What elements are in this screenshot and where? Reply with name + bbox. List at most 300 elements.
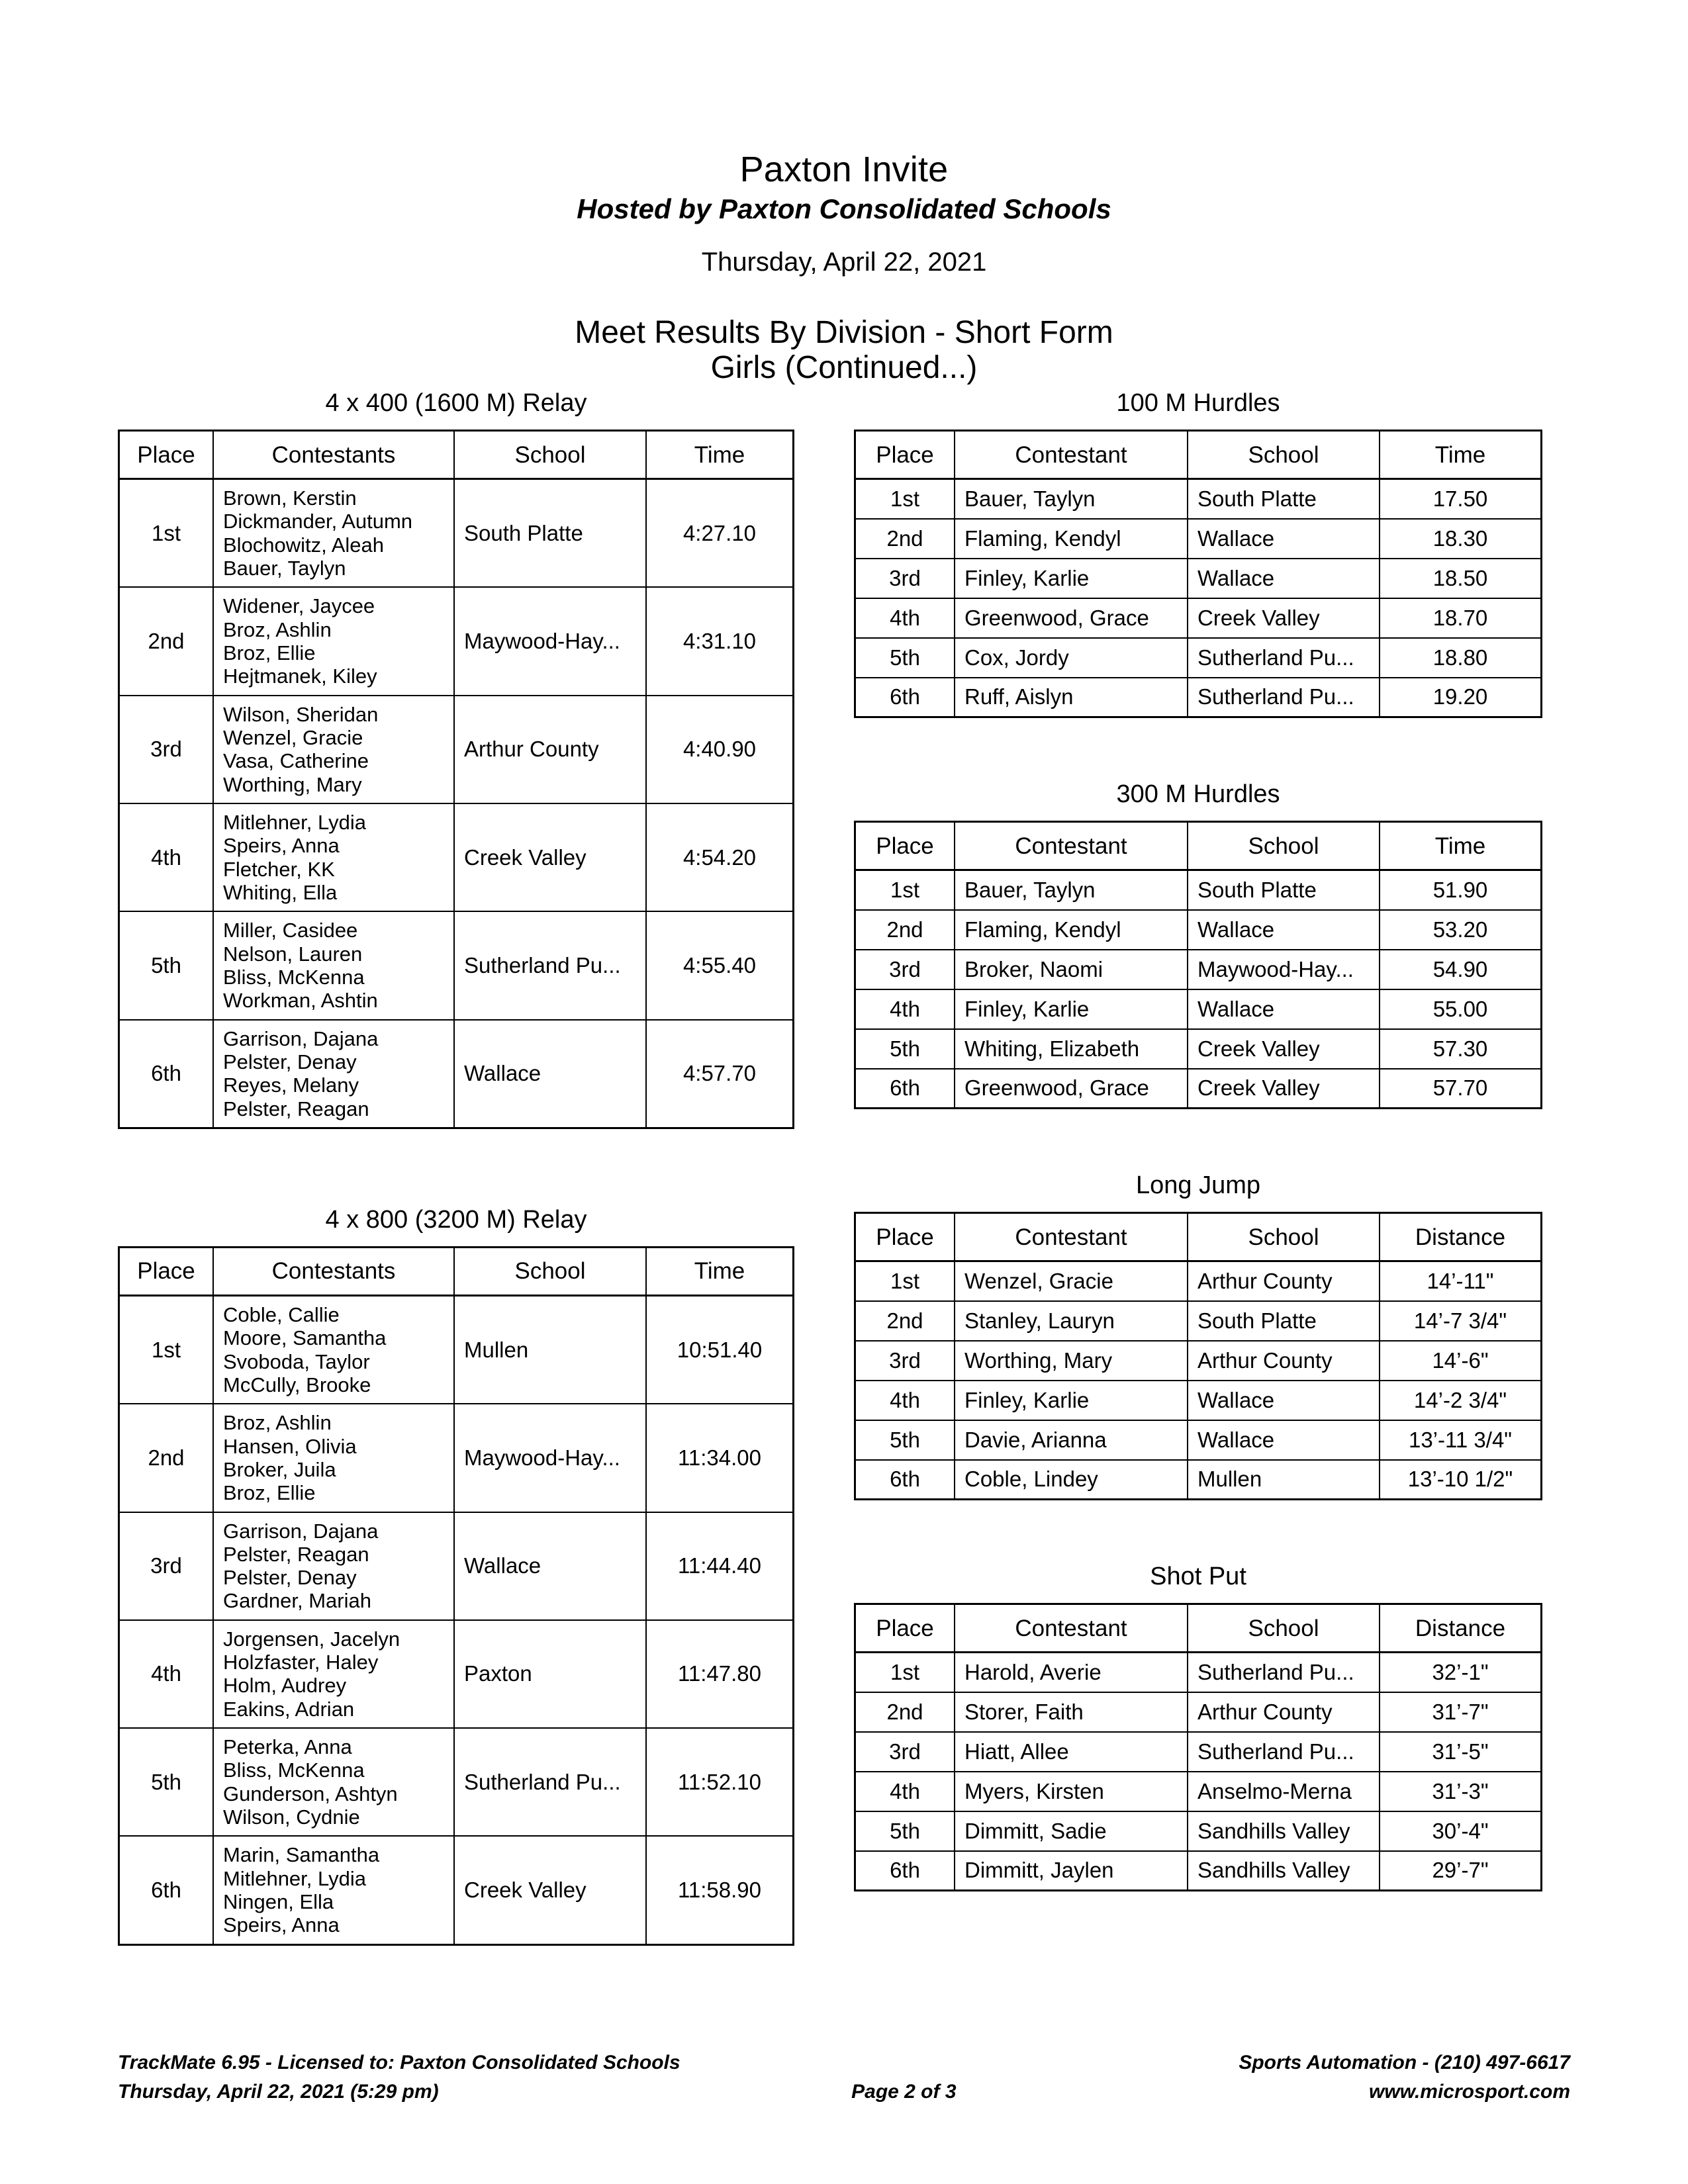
cell-place: 1st <box>855 479 955 519</box>
cell-school: Anselmo-Merna <box>1188 1772 1380 1811</box>
table-row <box>119 1620 794 1728</box>
page-number: Page 2 of 3 <box>851 2080 957 2103</box>
table-row <box>855 870 1542 910</box>
cell-distance: 13’-10 1/2" <box>1380 1460 1542 1500</box>
cell-place: 1st <box>855 1653 955 1692</box>
cell-time: 11:44.40 <box>646 1512 794 1620</box>
table-row <box>855 1381 1542 1420</box>
cell-contestants <box>213 803 454 911</box>
cell-time: 53.20 <box>1380 910 1542 950</box>
column-header-place: Place <box>855 822 955 870</box>
column-header-contestant: Contestant <box>955 1604 1188 1653</box>
cell-contestant: Finley, Karlie <box>955 1381 1188 1420</box>
section-spacer <box>854 1109 1542 1173</box>
cell-distance: 13’-11 3/4" <box>1380 1420 1542 1460</box>
table-row <box>855 638 1542 678</box>
cell-time: 54.90 <box>1380 950 1542 989</box>
cell-school: Sutherland Pu... <box>1188 638 1380 678</box>
cell-time: 57.70 <box>1380 1069 1542 1109</box>
cell-place: 1st <box>119 1295 214 1404</box>
cell-school: Creek Valley <box>1188 1069 1380 1109</box>
report-title: Meet Results By Division - Short Form <box>575 314 1113 350</box>
cell-contestant: Stanley, Lauryn <box>955 1301 1188 1341</box>
table-row <box>855 1029 1542 1069</box>
cell-contestant: Worthing, Mary <box>955 1341 1188 1381</box>
cell-school: Arthur County <box>1188 1261 1380 1301</box>
cell-school: Maywood-Hay... <box>454 1404 646 1512</box>
contestant-name: Bauer, Taylyn <box>223 556 346 580</box>
cell-place: 3rd <box>855 1732 955 1772</box>
section-spacer <box>854 1500 1542 1564</box>
table-body <box>855 479 1542 717</box>
cell-school: Maywood-Hay... <box>454 587 646 695</box>
cell-place: 5th <box>855 1029 955 1069</box>
cell-time: 11:47.80 <box>646 1620 794 1728</box>
cell-school: Sutherland Pu... <box>1188 1732 1380 1772</box>
cell-place: 5th <box>119 1728 214 1836</box>
cell-school: Sandhills Valley <box>1188 1811 1380 1851</box>
column-header-place: Place <box>855 431 955 479</box>
cell-school: Wallace <box>1188 559 1380 598</box>
cell-contestants <box>213 1404 454 1512</box>
right-column <box>854 390 1542 1891</box>
contestant-name: Speirs, Anna <box>223 1913 340 1937</box>
cell-place: 5th <box>855 1420 955 1460</box>
table-header-row <box>119 431 794 479</box>
event-title: 4 x 400 (1600 M) Relay <box>325 389 587 417</box>
company-contact-text: Sports Automation - (210) 497-6617 <box>1239 2052 1570 2073</box>
contestant-name: Brown, Kerstin <box>223 486 357 510</box>
cell-place: 2nd <box>855 1692 955 1732</box>
contestant-name: Broz, Ellie <box>223 641 316 664</box>
cell-contestants <box>213 1512 454 1620</box>
table-row <box>855 1341 1542 1381</box>
cell-place: 3rd <box>855 1341 955 1381</box>
footer-row-top <box>118 2048 1570 2077</box>
contestant-name: Wilson, Cydnie <box>223 1805 360 1829</box>
cell-school: Sutherland Pu... <box>1188 678 1380 717</box>
column-header-distance: Distance <box>1380 1213 1542 1261</box>
results-table <box>854 821 1542 1109</box>
cell-contestant: Storer, Faith <box>955 1692 1188 1732</box>
cell-school: Mullen <box>454 1295 646 1404</box>
table-header-row <box>855 1213 1542 1261</box>
table-row <box>855 1069 1542 1109</box>
left-column <box>118 390 794 1946</box>
company-website: www.microsport.com <box>1369 2080 1570 2103</box>
cell-time: 4:27.10 <box>646 479 794 588</box>
table-body <box>855 870 1542 1109</box>
cell-contestant: Myers, Kirsten <box>955 1772 1188 1811</box>
meet-host: Hosted by Paxton Consolidated Schools <box>577 193 1111 225</box>
event-title: 4 x 800 (3200 M) Relay <box>325 1205 587 1234</box>
cell-contestant: Bauer, Taylyn <box>955 479 1188 519</box>
contestant-name: Mitlehner, Lydia <box>223 810 366 834</box>
table-header-row <box>855 822 1542 870</box>
cell-school: Creek Valley <box>454 803 646 911</box>
cell-time: 4:55.40 <box>646 911 794 1019</box>
contestant-name: Hejtmanek, Kiley <box>223 664 377 688</box>
contestant-name: Coble, Callie <box>223 1302 340 1326</box>
table-header-row <box>855 1604 1542 1653</box>
cell-distance: 14’-2 3/4" <box>1380 1381 1542 1420</box>
contestant-name: Pelster, Reagan <box>223 1542 369 1566</box>
document-header <box>0 0 1688 386</box>
cell-school: South Platte <box>454 479 646 588</box>
cell-place: 6th <box>855 678 955 717</box>
column-header-place: Place <box>855 1604 955 1653</box>
cell-school: South Platte <box>1188 479 1380 519</box>
table-row <box>855 1772 1542 1811</box>
cell-place: 1st <box>119 479 214 588</box>
cell-distance: 30’-4" <box>1380 1811 1542 1851</box>
table-row <box>119 1295 794 1404</box>
table-row <box>855 910 1542 950</box>
cell-school: Wallace <box>1188 519 1380 559</box>
table-row <box>855 1261 1542 1301</box>
contestant-name: Broz, Ashlin <box>223 1411 332 1435</box>
contestant-name: Dickmander, Autumn <box>223 510 413 533</box>
cell-time: 55.00 <box>1380 989 1542 1029</box>
cell-school: Wallace <box>1188 989 1380 1029</box>
cell-school: South Platte <box>1188 1301 1380 1341</box>
cell-place: 2nd <box>855 910 955 950</box>
contestant-name: Whiting, Ella <box>223 880 338 904</box>
event-4x400-relay <box>118 390 794 1129</box>
cell-time: 18.80 <box>1380 638 1542 678</box>
column-header-contestant: Contestant <box>955 1213 1188 1261</box>
cell-contestant: Ruff, Aislyn <box>955 678 1188 717</box>
contestant-name: Broker, Juila <box>223 1457 336 1481</box>
cell-place: 6th <box>855 1069 955 1109</box>
column-header-contestants: Contestants <box>213 431 454 479</box>
cell-time: 11:52.10 <box>646 1728 794 1836</box>
cell-distance: 32’-1" <box>1380 1653 1542 1692</box>
cell-contestant: Flaming, Kendyl <box>955 519 1188 559</box>
cell-contestant: Wenzel, Gracie <box>955 1261 1188 1301</box>
cell-school: Wallace <box>1188 1381 1380 1420</box>
cell-school: Paxton <box>454 1620 646 1728</box>
cell-contestants <box>213 1295 454 1404</box>
contestant-name: Garrison, Dajana <box>223 1026 379 1050</box>
report-subtitle: Girls (Continued...) <box>710 350 978 386</box>
contestant-name: Miller, Casidee <box>223 919 358 942</box>
cell-time: 4:40.90 <box>646 696 794 803</box>
contestant-name: Reyes, Melany <box>223 1073 359 1097</box>
cell-school: Wallace <box>1188 1420 1380 1460</box>
table-row <box>855 1420 1542 1460</box>
cell-place: 2nd <box>855 1301 955 1341</box>
table-row <box>119 1836 794 1944</box>
cell-contestants <box>213 587 454 695</box>
column-header-contestant: Contestant <box>955 431 1188 479</box>
cell-place: 4th <box>855 1381 955 1420</box>
contestant-name: Eakins, Adrian <box>223 1697 355 1721</box>
column-header-school: School <box>1188 1604 1380 1653</box>
contestant-name: Widener, Jaycee <box>223 594 375 618</box>
contestant-name: Wenzel, Gracie <box>223 725 363 749</box>
cell-place: 4th <box>855 1772 955 1811</box>
table-row <box>855 989 1542 1029</box>
table-row <box>855 598 1542 638</box>
cell-contestant: Greenwood, Grace <box>955 598 1188 638</box>
table-row <box>855 1811 1542 1851</box>
table-body <box>119 1295 794 1944</box>
cell-place: 5th <box>855 1811 955 1851</box>
cell-place: 6th <box>855 1460 955 1500</box>
column-header-time: Time <box>1380 822 1542 870</box>
cell-time: 11:34.00 <box>646 1404 794 1512</box>
contestant-name: Speirs, Anna <box>223 834 340 858</box>
contestant-name: Broz, Ellie <box>223 1481 316 1505</box>
cell-school: Sutherland Pu... <box>454 911 646 1019</box>
contestant-name: Ningen, Ella <box>223 1890 334 1914</box>
column-header-distance: Distance <box>1380 1604 1542 1653</box>
contestant-name: Gunderson, Ashtyn <box>223 1782 398 1805</box>
contestant-name: Holm, Audrey <box>223 1674 347 1698</box>
cell-contestant: Broker, Naomi <box>955 950 1188 989</box>
cell-place: 3rd <box>855 950 955 989</box>
column-header-time: Time <box>646 1247 794 1295</box>
cell-school: Arthur County <box>1188 1692 1380 1732</box>
contestant-name: Vasa, Catherine <box>223 749 369 773</box>
cell-school: Sutherland Pu... <box>454 1728 646 1836</box>
cell-contestant: Dimmitt, Jaylen <box>955 1851 1188 1891</box>
event-title: Long Jump <box>1135 1171 1260 1199</box>
table-row <box>855 1851 1542 1891</box>
cell-distance: 14’-6" <box>1380 1341 1542 1381</box>
cell-place: 2nd <box>855 519 955 559</box>
contestant-name: Bliss, McKenna <box>223 965 365 989</box>
event-shot-put <box>854 1564 1542 1891</box>
table-row <box>855 1653 1542 1692</box>
contestant-name: Wilson, Sheridan <box>223 702 379 726</box>
cell-school: Wallace <box>1188 910 1380 950</box>
cell-time: 4:31.10 <box>646 587 794 695</box>
event-title: Shot Put <box>1150 1563 1246 1590</box>
cell-place: 1st <box>855 870 955 910</box>
cell-contestants <box>213 1836 454 1944</box>
cell-time: 18.70 <box>1380 598 1542 638</box>
contestant-name: Fletcher, KK <box>223 857 335 881</box>
contestant-name: Worthing, Mary <box>223 772 362 796</box>
cell-school: Creek Valley <box>1188 598 1380 638</box>
table-row <box>119 1020 794 1128</box>
table-row <box>119 587 794 695</box>
meet-date: Thursday, April 22, 2021 <box>701 247 987 277</box>
table-row <box>855 1732 1542 1772</box>
cell-time: 4:57.70 <box>646 1020 794 1128</box>
table-row <box>855 479 1542 519</box>
column-header-school: School <box>454 431 646 479</box>
results-table <box>854 1212 1542 1500</box>
cell-contestant: Flaming, Kendyl <box>955 910 1188 950</box>
column-header-place: Place <box>119 431 214 479</box>
cell-contestants <box>213 911 454 1019</box>
cell-place: 1st <box>855 1261 955 1301</box>
cell-time: 18.50 <box>1380 559 1542 598</box>
cell-school: Sutherland Pu... <box>1188 1653 1380 1692</box>
table-row <box>855 1301 1542 1341</box>
cell-distance: 31’-5" <box>1380 1732 1542 1772</box>
cell-contestant: Cox, Jordy <box>955 638 1188 678</box>
table-row <box>855 1692 1542 1732</box>
cell-contestant: Harold, Averie <box>955 1653 1188 1692</box>
cell-time: 51.90 <box>1380 870 1542 910</box>
cell-distance: 31’-7" <box>1380 1692 1542 1732</box>
results-table <box>118 1246 794 1946</box>
cell-contestant: Dimmitt, Sadie <box>955 1811 1188 1851</box>
table-row <box>855 678 1542 717</box>
table-row <box>119 696 794 803</box>
cell-distance: 31’-3" <box>1380 1772 1542 1811</box>
section-spacer <box>118 1129 794 1207</box>
cell-place: 6th <box>119 1836 214 1944</box>
contestant-name: Bliss, McKenna <box>223 1758 365 1782</box>
cell-school: Maywood-Hay... <box>1188 950 1380 989</box>
cell-contestant: Hiatt, Allee <box>955 1732 1188 1772</box>
table-row <box>119 479 794 588</box>
contestant-name: Blochowitz, Aleah <box>223 533 384 557</box>
cell-place: 5th <box>855 638 955 678</box>
contestant-name: Broz, Ashlin <box>223 617 332 641</box>
column-header-place: Place <box>119 1247 214 1295</box>
table-row <box>119 1728 794 1836</box>
contestant-name: Pelster, Denay <box>223 1050 357 1073</box>
table-row <box>855 1460 1542 1500</box>
cell-contestant: Davie, Arianna <box>955 1420 1188 1460</box>
cell-distance: 14’-11" <box>1380 1261 1542 1301</box>
table-body <box>855 1261 1542 1500</box>
event-long-jump <box>854 1173 1542 1500</box>
cell-school: Sandhills Valley <box>1188 1851 1380 1891</box>
table-row <box>855 559 1542 598</box>
event-300m-hurdles <box>854 782 1542 1109</box>
cell-place: 3rd <box>119 1512 214 1620</box>
cell-contestant: Whiting, Elizabeth <box>955 1029 1188 1069</box>
print-timestamp: Thursday, April 22, 2021 (5:29 pm) <box>118 2080 439 2103</box>
cell-school: Arthur County <box>454 696 646 803</box>
contestant-name: Pelster, Denay <box>223 1566 357 1590</box>
document-footer <box>118 2048 1570 2106</box>
results-table <box>854 430 1542 718</box>
contestant-name: Hansen, Olivia <box>223 1434 357 1458</box>
cell-time: 10:51.40 <box>646 1295 794 1404</box>
cell-contestants <box>213 1020 454 1128</box>
cell-contestant: Coble, Lindey <box>955 1460 1188 1500</box>
contestant-name: Marin, Samantha <box>223 1843 380 1867</box>
contestant-name: Svoboda, Taylor <box>223 1349 370 1373</box>
contestant-name: Holzfaster, Haley <box>223 1651 379 1674</box>
contestant-name: Gardner, Mariah <box>223 1589 371 1613</box>
cell-place: 4th <box>119 803 214 911</box>
results-table <box>854 1603 1542 1891</box>
software-license-text: TrackMate 6.95 - Licensed to: Paxton Consolidated Schools <box>118 2052 680 2073</box>
table-header-row <box>855 431 1542 479</box>
section-spacer <box>854 718 1542 782</box>
contestant-name: Moore, Samantha <box>223 1326 387 1350</box>
column-header-school: School <box>1188 1213 1380 1261</box>
column-header-school: School <box>454 1247 646 1295</box>
meet-title: Paxton Invite <box>739 150 949 189</box>
footer-row-bottom <box>118 2077 1570 2107</box>
cell-contestant: Bauer, Taylyn <box>955 870 1188 910</box>
cell-contestants <box>213 1728 454 1836</box>
column-header-school: School <box>1188 431 1380 479</box>
contestant-name: Workman, Ashtin <box>223 989 378 1013</box>
cell-place: 3rd <box>119 696 214 803</box>
contestant-name: Nelson, Lauren <box>223 942 363 966</box>
cell-place: 2nd <box>119 587 214 695</box>
table-row <box>119 1404 794 1512</box>
table-header-row <box>119 1247 794 1295</box>
event-4x800-relay <box>118 1207 794 1946</box>
column-header-time: Time <box>646 431 794 479</box>
cell-contestants <box>213 1620 454 1728</box>
table-body <box>119 479 794 1128</box>
table-body <box>855 1653 1542 1891</box>
cell-contestants <box>213 696 454 803</box>
contestant-name: Peterka, Anna <box>223 1735 352 1759</box>
cell-place: 5th <box>119 911 214 1019</box>
cell-distance: 14’-7 3/4" <box>1380 1301 1542 1341</box>
cell-place: 4th <box>855 989 955 1029</box>
column-header-school: School <box>1188 822 1380 870</box>
column-header-contestants: Contestants <box>213 1247 454 1295</box>
results-table <box>118 430 794 1129</box>
table-row <box>119 803 794 911</box>
cell-contestant: Finley, Karlie <box>955 559 1188 598</box>
cell-place: 6th <box>855 1851 955 1891</box>
cell-school: Wallace <box>454 1020 646 1128</box>
cell-school: South Platte <box>1188 870 1380 910</box>
cell-school: Creek Valley <box>1188 1029 1380 1069</box>
contestant-name: Pelster, Reagan <box>223 1097 369 1120</box>
table-row <box>855 519 1542 559</box>
cell-time: 4:54.20 <box>646 803 794 911</box>
cell-school: Mullen <box>1188 1460 1380 1500</box>
table-row <box>855 950 1542 989</box>
column-header-contestant: Contestant <box>955 822 1188 870</box>
contestant-name: McCully, Brooke <box>223 1373 371 1396</box>
table-row <box>119 911 794 1019</box>
cell-place: 2nd <box>119 1404 214 1512</box>
column-header-time: Time <box>1380 431 1542 479</box>
cell-time: 17.50 <box>1380 479 1542 519</box>
cell-contestant: Finley, Karlie <box>955 989 1188 1029</box>
cell-distance: 29’-7" <box>1380 1851 1542 1891</box>
cell-school: Creek Valley <box>454 1836 646 1944</box>
column-header-place: Place <box>855 1213 955 1261</box>
cell-contestants <box>213 479 454 588</box>
event-100m-hurdles <box>854 390 1542 718</box>
contestant-name: Mitlehner, Lydia <box>223 1866 366 1890</box>
cell-contestant: Greenwood, Grace <box>955 1069 1188 1109</box>
cell-time: 18.30 <box>1380 519 1542 559</box>
cell-place: 4th <box>855 598 955 638</box>
cell-time: 19.20 <box>1380 678 1542 717</box>
contestant-name: Garrison, Dajana <box>223 1519 379 1543</box>
cell-place: 6th <box>119 1020 214 1128</box>
cell-time: 11:58.90 <box>646 1836 794 1944</box>
event-title: 100 M Hurdles <box>1116 389 1280 417</box>
cell-place: 3rd <box>855 559 955 598</box>
event-title: 300 M Hurdles <box>1116 780 1280 808</box>
cell-school: Wallace <box>454 1512 646 1620</box>
cell-school: Arthur County <box>1188 1341 1380 1381</box>
cell-place: 4th <box>119 1620 214 1728</box>
table-row <box>119 1512 794 1620</box>
